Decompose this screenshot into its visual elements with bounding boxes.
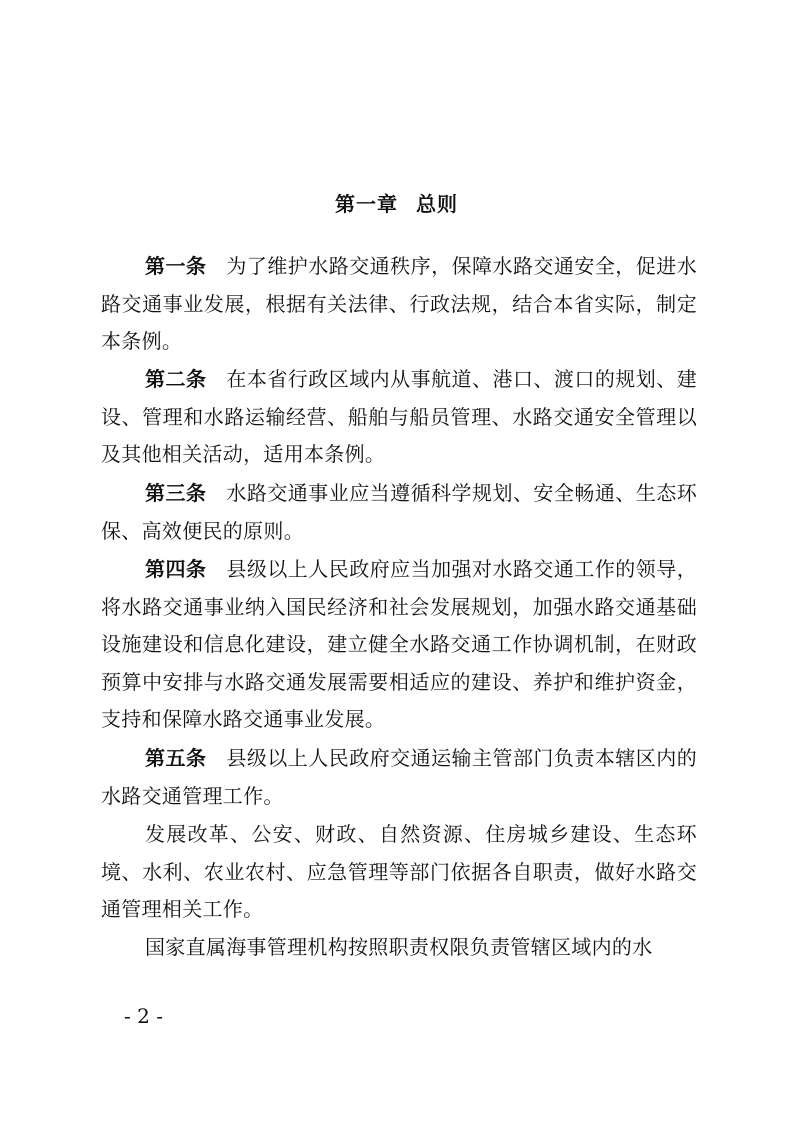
article-label: 第四条 (145, 557, 207, 581)
article-1 (101, 248, 697, 361)
chapter-title: 总则 (416, 192, 458, 216)
article-2 (101, 361, 697, 474)
paragraph (101, 929, 697, 967)
article-text: 水路交通事业应当遵循科学规划、安全畅通、生态环保、高效便民的原则。 (101, 481, 697, 543)
article-label: 第三条 (145, 481, 207, 505)
article-3 (101, 475, 697, 550)
article-label: 第一条 (145, 254, 207, 278)
chapter-heading (0, 188, 793, 217)
article-4 (101, 551, 697, 739)
article-label: 第五条 (145, 746, 207, 770)
article-label: 第二条 (145, 367, 207, 391)
paragraph (101, 816, 697, 929)
paragraph-text: 国家直属海事管理机构按照职责权限负责管辖区域内的水 (145, 935, 653, 959)
article-text: 县级以上人民政府应当加强对水路交通工作的领导，将水路交通事业纳入国民经济和社会发展规划，加强水路交通基础设施建设和信息化建设，建立健全水路交通工作协调机制，在财政预算中安排与水路交通发展需要相适应的建设、养护和维护资金，支持和保障水路交通事业发展。 (101, 557, 697, 731)
article-text: 在本省行政区域内从事航道、港口、渡口的规划、建设、管理和水路运输经营、船舶与船员管理、水路交通安全管理以及其他相关活动，适用本条例。 (101, 367, 697, 466)
article-5 (101, 740, 697, 815)
article-text: 为了维护水路交通秩序，保障水路交通安全，促进水路交通事业发展，根据有关法律、行政法规，结合本省实际，制定本条例。 (101, 254, 697, 353)
article-text: 县级以上人民政府交通运输主管部门负责本辖区内的水路交通管理工作。 (101, 746, 697, 808)
chapter-number: 第一章 (335, 192, 398, 216)
paragraph-text: 发展改革、公安、财政、自然资源、住房城乡建设、生态环境、水利、农业农村、应急管理等部门依据各自职责，做好水路交通管理相关工作。 (101, 822, 697, 921)
page-number: - 2 - (124, 1004, 163, 1028)
